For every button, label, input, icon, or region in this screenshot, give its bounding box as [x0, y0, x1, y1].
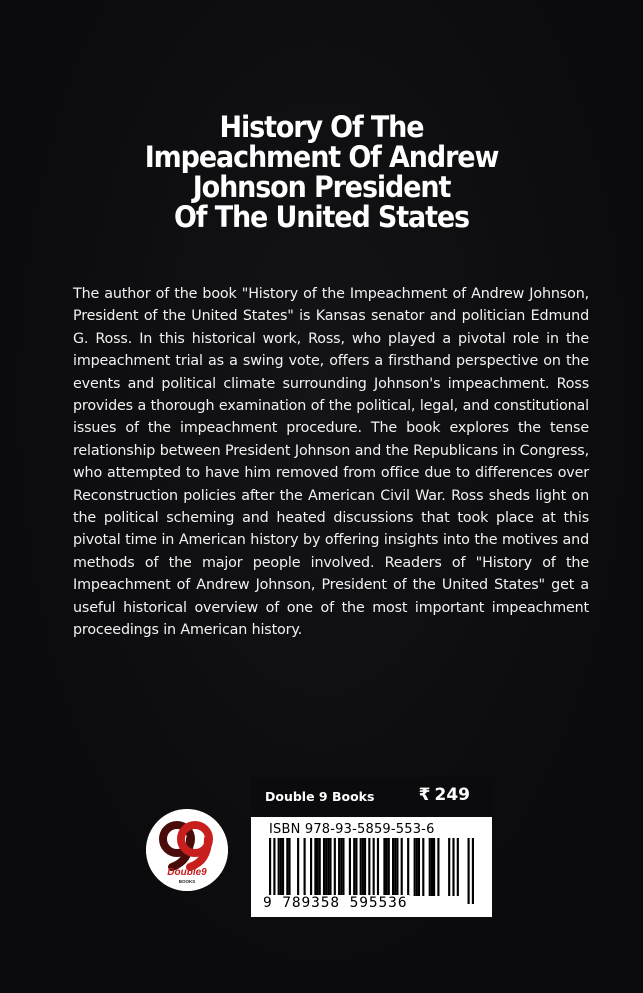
barcode-bar [329, 838, 331, 896]
barcode-bar [383, 838, 385, 896]
barcode-bar [334, 838, 336, 896]
logo-subtext: BOOKS [178, 879, 196, 884]
barcode-bar [278, 838, 280, 896]
barcode-bar [353, 838, 355, 896]
barcode-bar [422, 838, 424, 896]
barcode-bar [457, 838, 459, 896]
barcode-bar [396, 838, 398, 896]
barcode-bar [472, 838, 474, 904]
barcode-bar [342, 838, 344, 896]
barcode-bar [437, 838, 439, 896]
barcode-bar [304, 838, 306, 896]
barcode-bar [448, 838, 450, 896]
barcode-bar [338, 838, 340, 896]
title-line-1: History Of The [219, 110, 424, 144]
barcode-bar [340, 838, 342, 896]
title-line-3: Johnson President [192, 170, 451, 204]
barcode-bar [362, 838, 364, 896]
barcode-bar [394, 838, 396, 896]
price-amount: 249 [434, 785, 470, 805]
barcode-bar [280, 838, 282, 896]
barcode-digits: 9 789358 595536 [263, 895, 408, 911]
barcode-bar [297, 838, 299, 896]
barcode-bar [286, 838, 288, 896]
barcode-bar [401, 838, 403, 896]
currency-symbol: ₹ [418, 785, 431, 805]
barcode-bar [349, 838, 351, 896]
barcode-bar [468, 838, 470, 904]
barcode-bar [418, 838, 420, 896]
barcode-bar [414, 838, 416, 896]
barcode-bar [452, 838, 454, 896]
publisher-name: Double 9 Books [265, 789, 375, 804]
price-barcode-panel [251, 777, 492, 917]
barcode-bar [327, 838, 329, 896]
barcode-bar [364, 838, 366, 896]
book-title [78, 112, 564, 232]
barcode-bar [310, 838, 312, 896]
barcode-bar [325, 838, 327, 896]
barcode-bar [431, 838, 433, 896]
publisher-logo [146, 809, 228, 891]
barcode-bar [314, 838, 316, 896]
barcode-bar [360, 838, 362, 896]
barcode-bar [319, 838, 321, 896]
barcode-bar [288, 838, 290, 896]
barcode-bar [388, 838, 390, 896]
title-line-4: Of The United States [173, 200, 469, 234]
logo-brand-text: Double9 [167, 867, 207, 878]
barcode-bar [392, 838, 394, 896]
barcode-bar [429, 838, 431, 896]
barcode-bar [433, 838, 435, 896]
barcode-bar [355, 838, 357, 896]
price-tag [419, 785, 470, 805]
book-description: The author of the book "History of the Impeachment of Andrew Johnson, President of the United States" is Kansas senator and politician Edmund G. Ross. In this historical work, Ross, who played a pivotal role in the impeachment trial as a swing vote, offers a firsthand perspective on the events and political climate surrounding Johnson's impeachment. Ross provides a thorough examination of the political, legal, and constitutional issues of the impeachment procedure. The book explores the tense relationship between President Johnson and the Republicans in Congress, who attempted to have him removed from office due to differences over Reconstruction policies after the American Civil War. Ross sheds light on the political scheming and heated discussions that took place at this pivotal time in American history by offering insights into the motives and methods of the major people involved. Readers of "History of the Impeachment of Andrew Johnson, President of the United States" get a useful historical overview of one of the most important impeachment proceedings in American history. [73, 286, 589, 639]
double-nine-logo-icon [146, 809, 228, 891]
barcode-bar [386, 838, 388, 896]
barcode-bar [282, 838, 284, 896]
barcode-bar [416, 838, 418, 896]
isbn-label: ISBN 978-93-5859-553-6 [269, 822, 435, 837]
barcode-bar [407, 838, 409, 896]
barcode-bar [377, 838, 379, 896]
title-line-2: Impeachment Of Andrew [144, 140, 499, 174]
price-bar [251, 777, 492, 817]
barcode-bar [323, 838, 325, 896]
barcode-bar [316, 838, 318, 896]
